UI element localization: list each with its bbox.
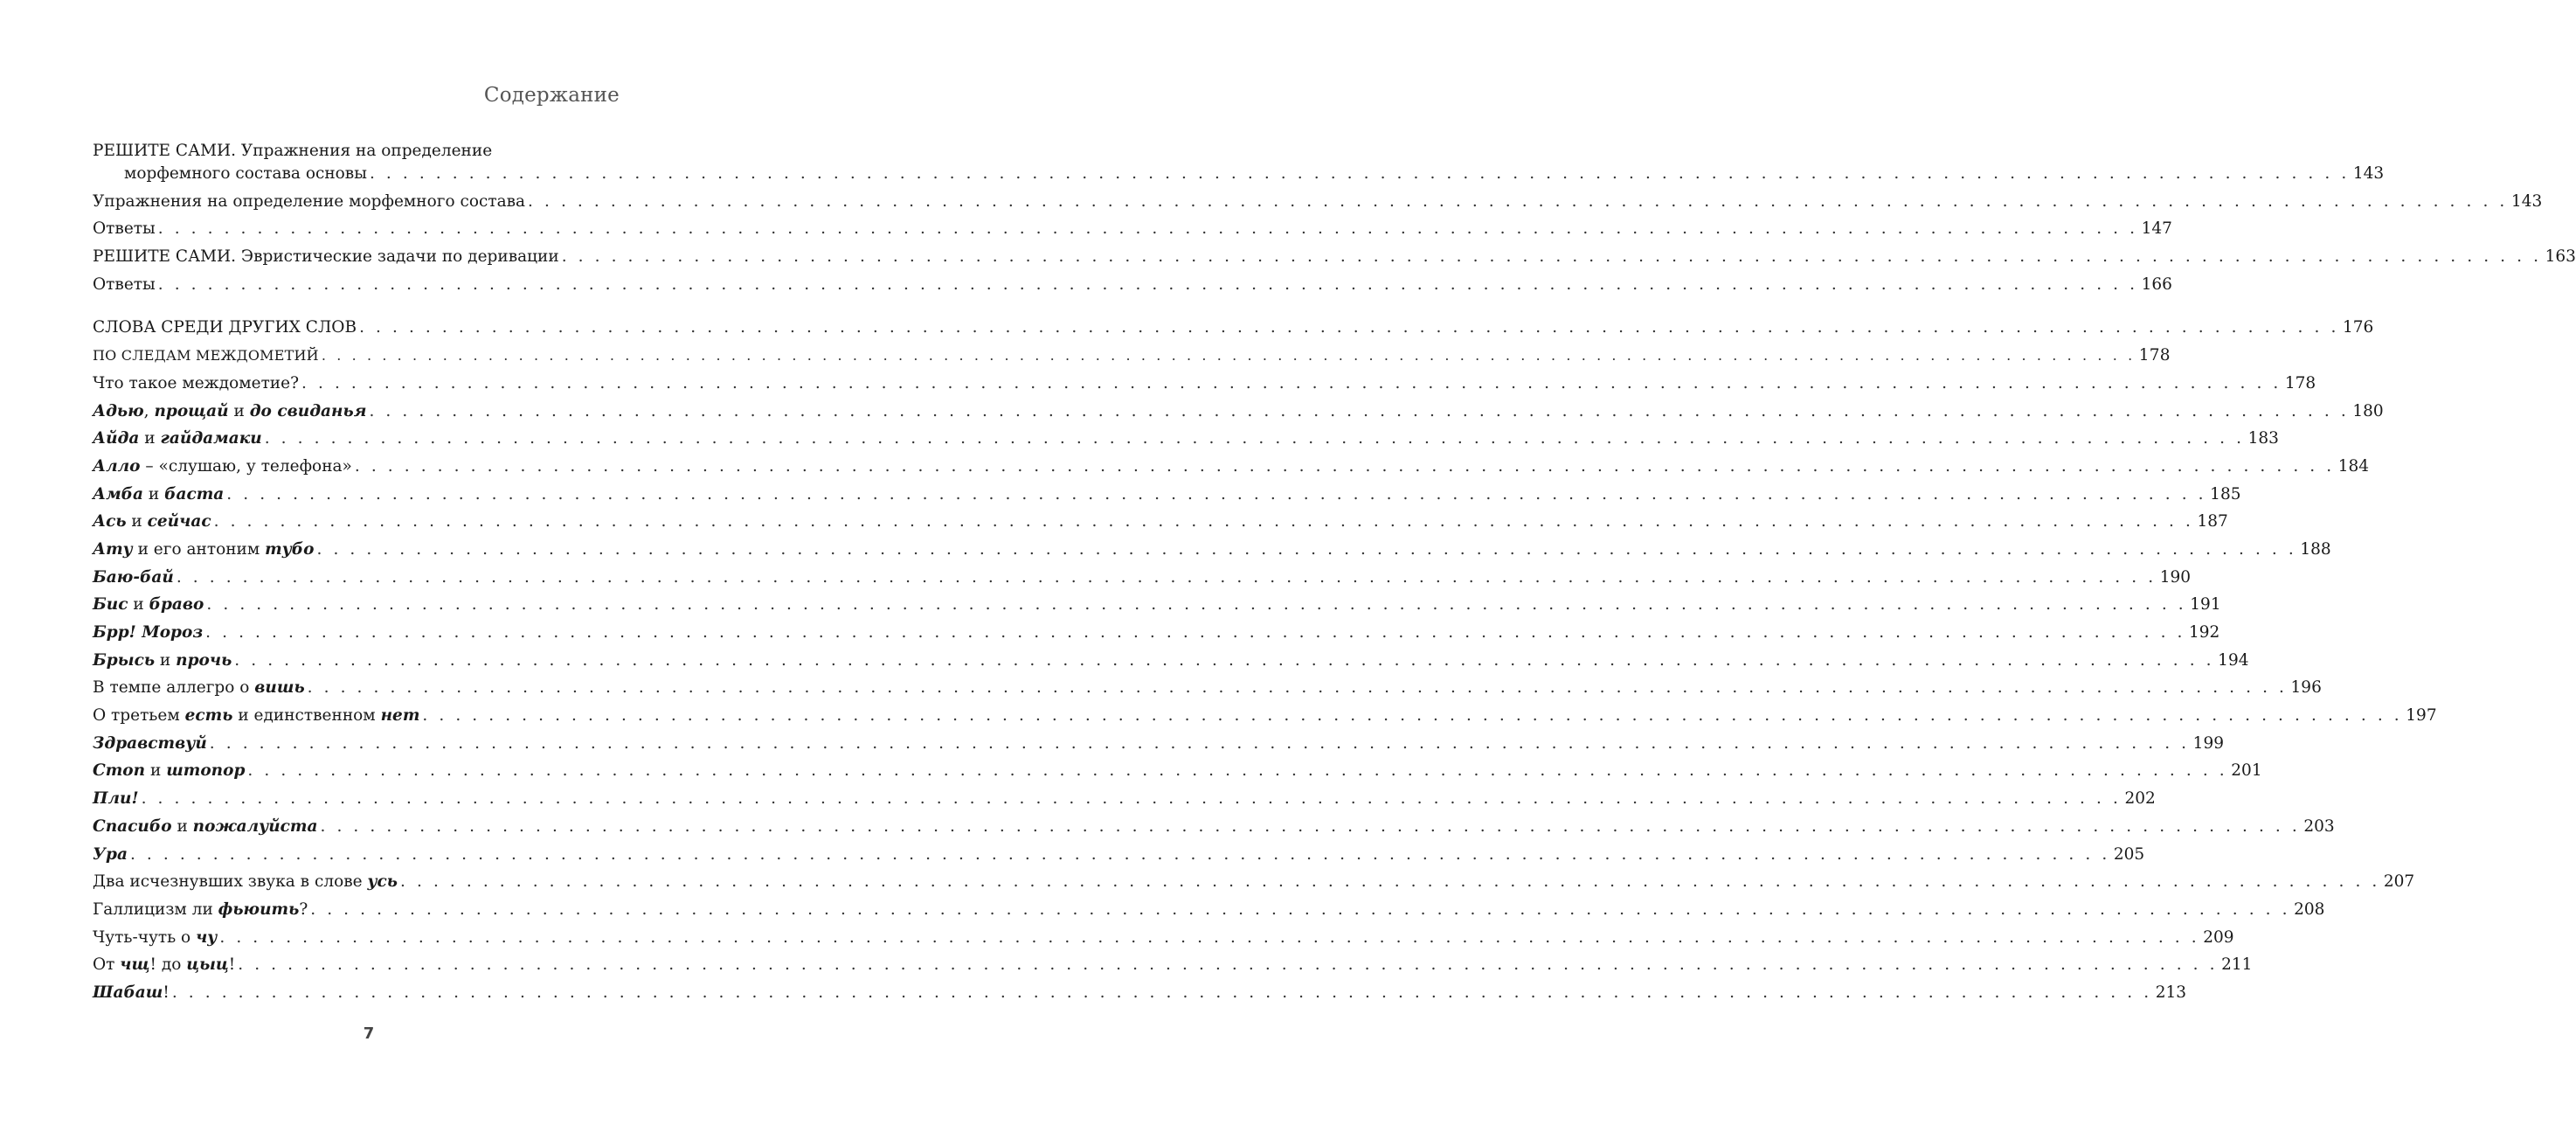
toc-entry[interactable]: [93, 218, 2172, 240]
entry-title-emphasis: чщ: [120, 955, 150, 975]
dot-leader: . . . . . . . . . . . . . . . . . . . . . . . . . . . . . . . . . . . . . . . . . . . . . . . . . . . . . . . . . . . . . . . . . . . . . . . . . . . . . . . . . . . . . . . . . . . . . . . . . . . . . . . . . . . . . . . . . . . . . . . .: [226, 484, 2207, 504]
toc-entry[interactable]: [93, 871, 2415, 893]
entry-title-text: и его антоним: [132, 539, 266, 559]
entry-title: [93, 191, 525, 213]
entry-title-emphasis: вишь: [254, 678, 305, 698]
entry-title-text: !: [228, 955, 236, 975]
toc-entry[interactable]: [93, 733, 2224, 755]
entry-page-number: 190: [2159, 567, 2191, 587]
entry-title: [93, 733, 207, 755]
entry-page-number: 191: [2190, 595, 2221, 615]
entry-page-number: 143: [2352, 164, 2385, 183]
entry-title-emphasis: Бис: [93, 595, 128, 615]
dot-leader: . . . . . . . . . . . . . . . . . . . . . . . . . . . . . . . . . . . . . . . . . . . . . . . . . . . . . . . . . . . . . . . . . . . . . . . . . . . . . . . . . . . . . . . . . . . . . . . . . . . . . . . . . . . . . . . . . . . . . . . .: [206, 595, 2187, 615]
entry-page-number: 192: [2189, 623, 2220, 642]
entry-title-emphasis: Спасибо: [93, 816, 172, 836]
entry-title: [93, 760, 245, 782]
entry-title-emphasis: Брысь: [93, 650, 156, 670]
entry-title: [93, 788, 139, 810]
entry-page-number: 178: [2138, 346, 2171, 365]
entry-title: [93, 622, 203, 644]
toc-entry[interactable]: [93, 316, 2374, 339]
toc-entry[interactable]: [93, 163, 2385, 185]
entry-page-number: 199: [2192, 733, 2224, 753]
entry-title-line: РЕШИТЕ САМИ. Упражнения на определение: [93, 142, 493, 160]
entry-title: [93, 927, 217, 949]
dot-leader: . . . . . . . . . . . . . . . . . . . . . . . . . . . . . . . . . . . . . . . . . . . . . . . . . . . . . . . . . . . . . . . . . . . . . . . . . . . . . . . . . . . . . . . . . . . . . . . . . . . . . . . . . . . . . . . . . . . . . . . .: [129, 844, 2110, 864]
toc-entry[interactable]: [93, 427, 2279, 450]
entry-page-number: 194: [2218, 650, 2249, 670]
dot-leader: . . . . . . . . . . . . . . . . . . . . . . . . . . . . . . . . . . . . . . . . . . . . . . . . . . . . . . . . . . . . . . . . . . . . . . . . . . . . . . . . . . . . . . . . . . . . . . . . . . . . . . . . . . . . . . . . . . . . . . . .: [157, 219, 2138, 239]
entry-title: [93, 677, 305, 699]
entry-title-text: От: [93, 955, 121, 975]
entry-title-emphasis: Ура: [93, 844, 128, 864]
entry-title-emphasis: усь: [367, 872, 398, 892]
entry-page-number: 188: [2300, 539, 2331, 559]
entry-page-number: 197: [2406, 706, 2437, 726]
entry-title-text: и: [171, 816, 193, 836]
toc-entry[interactable]: [93, 705, 2437, 727]
entry-title: [124, 163, 367, 185]
entry-title: [93, 274, 156, 296]
entry-title-emphasis: Стоп: [93, 761, 146, 781]
entry-title-emphasis: Ату: [93, 539, 133, 559]
dot-leader: . . . . . . . . . . . . . . . . . . . . . . . . . . . . . . . . . . . . . . . . . . . . . . . . . . . . . . . . . . . . . . . . . . . . . . . . . . . . . . . . . . . . . . . . . . . . . . . . . . . . . . . . . . . . . . . . . . . . . . . .: [528, 191, 2508, 211]
toc-entry[interactable]: [93, 954, 2253, 976]
dot-leader: . . . . . . . . . . . . . . . . . . . . . . . . . . . . . . . . . . . . . . . . . . . . . . . . . . . . . . . . . . . . . . . . . . . . . . . . . . . . . . . . . . . . . . . . . . . . . . . . . . . . . . . . . . . . . . . . . . . . . . . .: [359, 318, 2339, 337]
entry-title-emphasis: прощай: [154, 401, 229, 420]
entry-title-text: и: [145, 761, 167, 781]
entry-title-emphasis: сейчас: [147, 512, 211, 531]
entry-title-text: морфемного состава основы: [124, 164, 367, 183]
dot-leader: . . . . . . . . . . . . . . . . . . . . . . . . . . . . . . . . . . . . . . . . . . . . . . . . . . . . . . . . . . . . . . . . . . . . . . . . . . . . . . . . . . . . . . . . . . . . . . . . . . . . . . . . . . . . . . . . . . . . . . . .: [307, 678, 2288, 698]
dot-leader: . . . . . . . . . . . . . . . . . . . . . . . . . . . . . . . . . . . . . . . . . . . . . . . . . . . . . . . . . . . . . . . . . . . . . . . . . . . . . . . . . . . . . . . . . . . . . . . . . . . . . . . . . . . . . . . . . . . . . . . .: [205, 623, 2186, 642]
entry-title-emphasis: Алло: [93, 456, 141, 476]
dot-leader: . . . . . . . . . . . . . . . . . . . . . . . . . . . . . . . . . . . . . . . . . . . . . . . . . . . . . . . . . . . . . . . . . . . . . . . . . . . . . . . . . . . . . . . . . . . . . . . . . . . . . . . . . . . . . . . . . . . . . . . .: [171, 983, 2152, 1002]
entry-page-number: 207: [2383, 872, 2415, 892]
dot-leader: . . . . . . . . . . . . . . . . . . . . . . . . . . . . . . . . . . . . . . . . . . . . . . . . . . . . . . . . . . . . . . . . . . . . . . . . . . . . . . . . . . . . . . . . . . . . . . . . . . . . . . . . . . . . . . . . . . . . . . . .: [316, 539, 2297, 559]
entry-title-emphasis: Шабаш: [93, 983, 163, 1002]
entry-title-emphasis: гайдамаки: [160, 429, 262, 448]
entry-page-number: 180: [2352, 401, 2384, 420]
dot-leader: . . . . . . . . . . . . . . . . . . . . . . . . . . . . . . . . . . . . . . . . . . . . . . . . . . . . . . . . . . . . . . . . . . . . . . . . . . . . . . . . . . . . . . . . . . . . . . . . . . . . . . . . . . . . . . . . . . . . . . . .: [310, 899, 2291, 919]
entry-title: [93, 844, 128, 866]
entry-title: [93, 344, 319, 367]
entry-title-text: ПО СЛЕДАМ МЕЖДОМЕТИЙ: [93, 347, 319, 365]
toc-entry[interactable]: [93, 844, 2145, 866]
dot-leader: . . . . . . . . . . . . . . . . . . . . . . . . . . . . . . . . . . . . . . . . . . . . . . . . . . . . . . . . . . . . . . . . . . . . . . . . . . . . . . . . . . . . . . . . . . . . . . . . . . . . . . . . . . . . . . . . . . . . . . . .: [247, 761, 2228, 781]
entry-title: [93, 455, 352, 478]
entry-title-emphasis: Здравствуй: [93, 733, 207, 753]
entry-title: [93, 372, 299, 395]
toc-entry[interactable]: [93, 677, 2322, 699]
toc-entry[interactable]: [93, 455, 2370, 478]
entry-title: [93, 816, 318, 838]
toc-entry[interactable]: [93, 246, 2576, 268]
entry-page-number: 178: [2284, 373, 2316, 392]
entry-title: [93, 510, 211, 533]
toc-entry[interactable]: [93, 649, 2249, 672]
entry-title-emphasis: Амба: [93, 484, 144, 504]
entry-title-text: !: [163, 983, 170, 1002]
toc-entry[interactable]: [93, 622, 2220, 644]
running-head: Содержание: [483, 84, 620, 107]
dot-leader: . . . . . . . . . . . . . . . . . . . . . . . . . . . . . . . . . . . . . . . . . . . . . . . . . . . . . . . . . . . . . . . . . . . . . . . . . . . . . . . . . . . . . . . . . . . . . . . . . . . . . . . . . . . . . . . . . . . . . . . .: [354, 456, 2335, 476]
entry-title-emphasis: Адью: [93, 401, 144, 420]
entry-page-number: 143: [2510, 191, 2543, 211]
dot-leader: . . . . . . . . . . . . . . . . . . . . . . . . . . . . . . . . . . . . . . . . . . . . . . . . . . . . . . . . . . . . . . . . . . . . . . . . . . . . . . . . . . . . . . . . . . . . . . . . . . . . . . . . . . . . . . . . . . . . . . . .: [264, 429, 2245, 448]
entry-title: [93, 594, 204, 616]
dot-leader: . . . . . . . . . . . . . . . . . . . . . . . . . . . . . . . . . . . . . . . . . . . . . . . . . . . . . . . . . . . . . . . . . . . . . . . . . . . . . . . . . . . . . . . . . . . . . . . . . . . . . . . . . . . . . . . . . . . . . . . .: [422, 706, 2403, 726]
entry-title: [93, 954, 235, 976]
entry-title: [93, 427, 262, 450]
entry-page-number: 187: [2197, 512, 2228, 531]
entry-title: [93, 246, 559, 268]
entry-title-text: и: [128, 595, 149, 615]
entry-title-emphasis: баста: [164, 484, 225, 504]
dot-leader: . . . . . . . . . . . . . . . . . . . . . . . . . . . . . . . . . . . . . . . . . . . . . . . . . . . . . . . . . . . . . . . . . . . . . . . . . . . . . . . . . . . . . . . . . . . . . . . . . . . . . . . . . . . . . . . . . . . . . . . .: [238, 955, 2219, 975]
dot-leader: . . . . . . . . . . . . . . . . . . . . . . . . . . . . . . . . . . . . . . . . . . . . . . . . . . . . . . . . . . . . . . . . . . . . . . . . . . . . . . . . . . . . . . . . . . . . . . . . . . . . . . . . . . . . . . . . . . . . . . . .: [219, 927, 2200, 947]
entry-title-emphasis: Баю-бай: [93, 567, 174, 587]
entry-page-number: 209: [2203, 927, 2234, 947]
entry-title-text: – «слушаю, у телефона»: [140, 456, 352, 476]
entry-title-emphasis: штопор: [166, 761, 246, 781]
entry-title: [93, 483, 224, 506]
entry-title: [93, 316, 357, 339]
entry-title-text: ! до: [149, 955, 187, 975]
toc-entry[interactable]: [93, 344, 2171, 367]
entry-page-number: 208: [2294, 899, 2325, 919]
entry-page-number: 201: [2231, 761, 2262, 781]
dot-leader: . . . . . . . . . . . . . . . . . . . . . . . . . . . . . . . . . . . . . . . . . . . . . . . . . . . . . . . . . . . . . . . . . . . . . . . . . . . . . . . . . . . . . . . . . . . . . . . . . . . . . . . . . . . . . . . . . . . . . . . .: [561, 247, 2542, 267]
entry-title-text: В темпе аллегро о: [93, 678, 255, 698]
dot-leader: . . . . . . . . . . . . . . . . . . . . . . . . . . . . . . . . . . . . . . . . . . . . . . . . . . . . . . . . . . . . . . . . . . . . . . . . . . . . . . . . . . . . . . . . . . . . . . . . . . . . . . . . . . . . . . . . . . . . . . . .: [321, 347, 2136, 365]
entry-title-text: и: [155, 650, 177, 670]
entry-title: [93, 871, 398, 893]
toc-entry[interactable]: [93, 538, 2331, 561]
entry-page-number: 185: [2210, 484, 2241, 504]
entry-page-number: 213: [2155, 983, 2186, 1002]
entry-title-emphasis: нет: [380, 706, 420, 726]
dot-leader: . . . . . . . . . . . . . . . . . . . . . . . . . . . . . . . . . . . . . . . . . . . . . . . . . . . . . . . . . . . . . . . . . . . . . . . . . . . . . . . . . . . . . . . . . . . . . . . . . . . . . . . . . . . . . . . . . . . . . . . .: [301, 373, 2282, 392]
dot-leader: . . . . . . . . . . . . . . . . . . . . . . . . . . . . . . . . . . . . . . . . . . . . . . . . . . . . . . . . . . . . . . . . . . . . . . . . . . . . . . . . . . . . . . . . . . . . . . . . . . . . . . . . . . . . . . . . . . . . . . . .: [369, 164, 2350, 183]
entry-title-emphasis: Айда: [93, 429, 140, 448]
entry-title-text: РЕШИТЕ САМИ. Эвристические задачи по деривации: [93, 247, 559, 267]
entry-page-number: 203: [2303, 816, 2335, 836]
entry-title: [93, 400, 366, 423]
entry-page-number: 196: [2290, 678, 2322, 698]
entry-page-number: 211: [2221, 955, 2253, 975]
entry-title-text: и: [143, 484, 165, 504]
entry-title-text: ,: [143, 401, 155, 420]
entry-title-text: ?: [299, 899, 308, 919]
entry-title-text: Ответы: [93, 219, 156, 239]
toc-entry[interactable]: [93, 594, 2221, 616]
toc-entry[interactable]: [93, 899, 2325, 921]
toc-entry[interactable]: [93, 372, 2316, 395]
entry-title: [93, 538, 314, 561]
entry-title-text: Чуть-чуть о: [93, 927, 197, 947]
entry-title: [93, 899, 308, 921]
entry-title: [93, 218, 156, 240]
dot-leader: . . . . . . . . . . . . . . . . . . . . . . . . . . . . . . . . . . . . . . . . . . . . . . . . . . . . . . . . . . . . . . . . . . . . . . . . . . . . . . . . . . . . . . . . . . . . . . . . . . . . . . . . . . . . . . . . . . . . . . . .: [209, 733, 2190, 753]
entry-page-number: 166: [2141, 274, 2172, 294]
entry-title-text: Галлицизм ли: [93, 899, 218, 919]
section-gap: [93, 301, 619, 316]
dot-leader: . . . . . . . . . . . . . . . . . . . . . . . . . . . . . . . . . . . . . . . . . . . . . . . . . . . . . . . . . . . . . . . . . . . . . . . . . . . . . . . . . . . . . . . . . . . . . . . . . . . . . . . . . . . . . . . . . . . . . . . .: [157, 274, 2138, 294]
entry-title-text: и единственном: [232, 706, 381, 726]
dot-leader: . . . . . . . . . . . . . . . . . . . . . . . . . . . . . . . . . . . . . . . . . . . . . . . . . . . . . . . . . . . . . . . . . . . . . . . . . . . . . . . . . . . . . . . . . . . . . . . . . . . . . . . . . . . . . . . . . . . . . . . .: [320, 816, 2301, 836]
toc-entry[interactable]: [93, 927, 2234, 949]
toc-entry[interactable]: [93, 566, 2191, 589]
toc-entry[interactable]: [93, 788, 2156, 810]
entry-title: [93, 705, 419, 727]
dot-leader: . . . . . . . . . . . . . . . . . . . . . . . . . . . . . . . . . . . . . . . . . . . . . . . . . . . . . . . . . . . . . . . . . . . . . . . . . . . . . . . . . . . . . . . . . . . . . . . . . . . . . . . . . . . . . . . . . . . . . . . .: [400, 872, 2380, 892]
entry-title-text: О третьем: [93, 706, 185, 726]
entry-title-text: Ответы: [93, 274, 156, 294]
entry-title-emphasis: Брр! Мороз: [93, 623, 204, 642]
entry-page-number: 176: [2342, 318, 2374, 337]
dot-leader: . . . . . . . . . . . . . . . . . . . . . . . . . . . . . . . . . . . . . . . . . . . . . . . . . . . . . . . . . . . . . . . . . . . . . . . . . . . . . . . . . . . . . . . . . . . . . . . . . . . . . . . . . . . . . . . . . . . . . . . .: [369, 401, 2350, 420]
entry-page-number: 183: [2247, 429, 2279, 448]
entry-page-number: 184: [2337, 456, 2370, 476]
dot-leader: . . . . . . . . . . . . . . . . . . . . . . . . . . . . . . . . . . . . . . . . . . . . . . . . . . . . . . . . . . . . . . . . . . . . . . . . . . . . . . . . . . . . . . . . . . . . . . . . . . . . . . . . . . . . . . . . . . . . . . . .: [234, 650, 2215, 670]
entry-title-emphasis: Пли!: [93, 789, 139, 809]
toc-entry[interactable]: [93, 816, 2335, 838]
page-number: 7: [363, 1024, 375, 1043]
toc-entry[interactable]: [93, 483, 2241, 506]
entry-title-emphasis: прочь: [176, 650, 232, 670]
entry-page-number: 147: [2141, 219, 2172, 239]
toc-entry[interactable]: [93, 191, 2543, 213]
entry-title-emphasis: цыц: [186, 955, 229, 975]
entry-title-text: Что такое междометие?: [93, 373, 300, 392]
dot-leader: . . . . . . . . . . . . . . . . . . . . . . . . . . . . . . . . . . . . . . . . . . . . . . . . . . . . . . . . . . . . . . . . . . . . . . . . . . . . . . . . . . . . . . . . . . . . . . . . . . . . . . . . . . . . . . . . . . . . . . . .: [141, 789, 2122, 809]
toc-entry[interactable]: [93, 400, 2384, 423]
entry-title-emphasis: пожалуйста: [192, 816, 318, 836]
entry-title-emphasis: фьюить: [218, 899, 300, 919]
entry-title: [93, 566, 174, 589]
entry-title-emphasis: тубо: [265, 539, 315, 559]
entry-page-number: 163: [2545, 247, 2576, 267]
toc-entry[interactable]: [93, 760, 2262, 782]
toc-entry-multiline[interactable]: [93, 140, 2385, 185]
entry-title-text: СЛОВА СРЕДИ ДРУГИХ СЛОВ: [93, 318, 357, 337]
entry-title-emphasis: чу: [196, 927, 218, 947]
entry-title-text: Упражнения на определение морфемного состава: [93, 191, 526, 211]
entry-page-number: 205: [2113, 844, 2145, 864]
entry-title-emphasis: до свиданья: [249, 401, 367, 420]
entry-title-emphasis: Ась: [93, 512, 127, 531]
entry-title-text: и: [228, 401, 250, 420]
entry-title: [93, 649, 232, 672]
dot-leader: . . . . . . . . . . . . . . . . . . . . . . . . . . . . . . . . . . . . . . . . . . . . . . . . . . . . . . . . . . . . . . . . . . . . . . . . . . . . . . . . . . . . . . . . . . . . . . . . . . . . . . . . . . . . . . . . . . . . . . . .: [213, 512, 2194, 531]
dot-leader: . . . . . . . . . . . . . . . . . . . . . . . . . . . . . . . . . . . . . . . . . . . . . . . . . . . . . . . . . . . . . . . . . . . . . . . . . . . . . . . . . . . . . . . . . . . . . . . . . . . . . . . . . . . . . . . . . . . . . . . .: [176, 567, 2157, 587]
toc-entry[interactable]: [93, 510, 2228, 533]
entry-title-text: Два исчезнувших звука в слове: [93, 872, 368, 892]
table-of-contents: [93, 140, 2576, 1010]
entry-title-emphasis: браво: [149, 595, 204, 615]
toc-entry[interactable]: [93, 274, 2172, 296]
entry-title: [93, 982, 170, 1004]
entry-title-text: и: [139, 429, 161, 448]
toc-entry[interactable]: [93, 982, 2186, 1004]
entry-title-text: и: [126, 512, 148, 531]
entry-title-emphasis: есть: [184, 706, 233, 726]
entry-page-number: 202: [2124, 789, 2156, 809]
